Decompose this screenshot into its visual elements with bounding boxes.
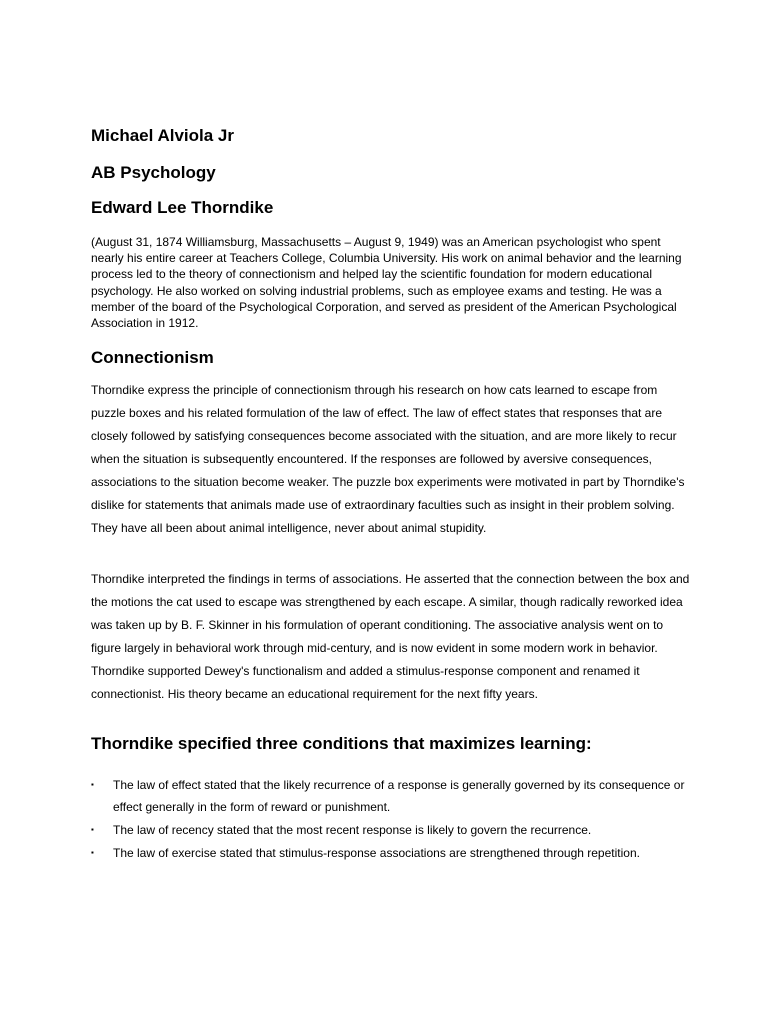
list-item-text: The law of recency stated that the most recent response is likely to govern the recurrence. (113, 823, 592, 837)
list-item (91, 819, 691, 841)
author-name: Michael Alviola Jr (91, 126, 234, 145)
course-title: AB Psychology (91, 163, 216, 182)
list-item-text: The law of effect stated that the likely recurrence of a response is generally governed by its consequence or effect generally in the form of reward or punishment. (113, 778, 685, 814)
bullet-square-icon: ▪ (91, 825, 94, 834)
bullet-square-icon: ▪ (91, 848, 94, 857)
conditions-list (91, 774, 691, 865)
list-item (91, 774, 691, 818)
connectionism-heading: Connectionism (91, 348, 214, 367)
bullet-square-icon: ▪ (91, 780, 94, 789)
connectionism-paragraph: Thorndike interpreted the findings in terms of associations. He asserted that the connection between the box and the motions the cat used to escape was strengthened by each escape. A similar, though radically reworked idea was taken up by B. F. Skinner in his formulation of operant conditioning. The associative analysis went on to figure largely in behavioral work through mid-century, and is now evident in some modern work in behavior. Thorndike supported Dewey's functionalism and added a stimulus-response component and renamed it connectionist. His theory became an educational requirement for the next fifty years. (91, 572, 690, 701)
bio-paragraph: (August 31, 1874 Williamsburg, Massachusetts – August 9, 1949) was an American psychologist who spent nearly his entire career at Teachers College, Columbia University. His work on animal behavior and the learning process led to the theory of connectionism and helped lay the scientific foundation for modern educational psychology. He also worked on solving industrial problems, such as employee exams and testing. He was a member of the board of the Psychological Corporation, and served as president of the American Psychological Association in 1912. (91, 235, 682, 331)
list-item (91, 842, 691, 864)
conditions-heading: Thorndike specified three conditions that maximizes learning: (91, 734, 592, 753)
list-item-text: The law of exercise stated that stimulus-response associations are strengthened through repetition. (113, 846, 640, 860)
connectionism-paragraph: Thorndike express the principle of connectionism through his research on how cats learned to escape from puzzle boxes and his related formulation of the law of effect. The law of effect states that responses that are closely followed by satisfying consequences become associated with the situation, and are more likely to recur when the situation is subsequently encountered. If the responses are followed by aversive consequences, associations to the situation become weaker. The puzzle box experiments were motivated in part by Thorndike's dislike for statements that animals made use of extraordinary faculties such as insight in their problem solving. They have all been about animal intelligence, never about animal stupidity. (91, 383, 685, 535)
subject-title: Edward Lee Thorndike (91, 198, 274, 217)
